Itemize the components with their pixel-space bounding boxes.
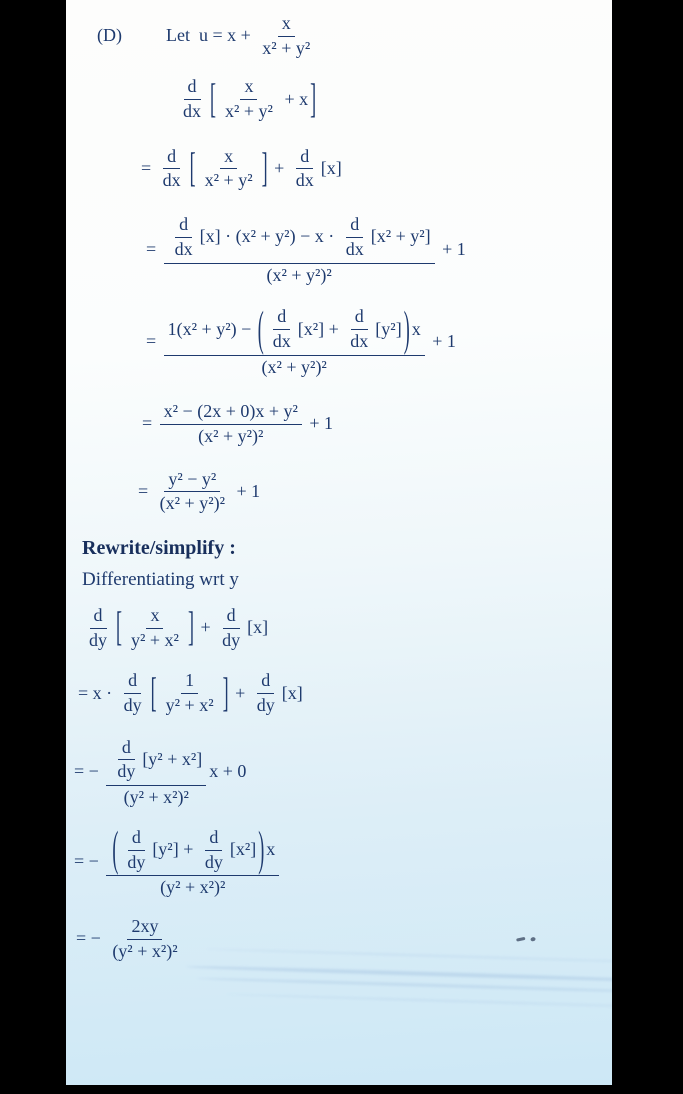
equation-substitute: = $\frac{\text{x² − (2x + 0)x + y²}}{\text{(x² + y²)²}}$ + 1 (142, 401, 334, 446)
page-smudge-streak (186, 965, 612, 984)
equation-factor-out-x: = x · $\frac{d}{dy}$ [ $\frac{1}{\text{y² + x²}}$ ] + $\frac{d}{dy}$ [x] (78, 668, 303, 716)
equation-quotient-rule: = $\frac{d}{dx}$ [x] · (x² + y²) − x · $\frac{d}{dx}$ [x² + y²] (x² + y²)² + 1 (146, 214, 466, 285)
equation-chain-rule: = − $\frac{d}{dy}$ [y² + x²] (y² + x²)² x + 0 (74, 736, 247, 808)
equation-derivative-wrt-y: $\frac{d}{dy}$ [ $\frac{x}{\text{y² + x²}}$ ] + $\frac{d}{dy}$ [x] (89, 603, 269, 650)
section-subheading: Differentiating wrt y (82, 569, 239, 590)
section-heading: Rewrite/simplify : (82, 537, 236, 559)
page-smudge-streak (196, 977, 612, 994)
equation-final-result: = − $\frac{2xy}{\text{(y² + x²)²}}$ (76, 915, 178, 961)
equation-expand-derivatives-y: = − ( $\frac{d}{dy}$ [y²] + $\frac{d}{dy}$ [x²] ) x (y² + x²)² (74, 825, 612, 899)
equation-u-definition: (D) Let u = x + $\frac{x}{\text{x² + y²}}$ (97, 13, 311, 58)
book-page (66, 0, 612, 1085)
equation-derivative-wrt-x: $\frac{d}{dx}$ [ $\frac{x}{\text{x² + y²}}$ + x ] (183, 74, 317, 122)
page-smudge-streak (226, 993, 612, 1008)
equation-simplified: = $\frac{\text{y² − y²}}{\text{(x² + y²)²}}$ + 1 (138, 468, 261, 514)
equation-split-terms: = $\frac{d}{dx}$ [ $\frac{x}{\text{x² + y²}}$ ] + $\frac{d}{dx}$ [x] (141, 144, 342, 191)
equation-expand-derivatives: = 1(x² + y²) − ( $\frac{d}{dx}$ [x²] + $\frac{d}{dx}$ [y²] ) x (x² + y²)² + 1 (146, 300, 456, 377)
